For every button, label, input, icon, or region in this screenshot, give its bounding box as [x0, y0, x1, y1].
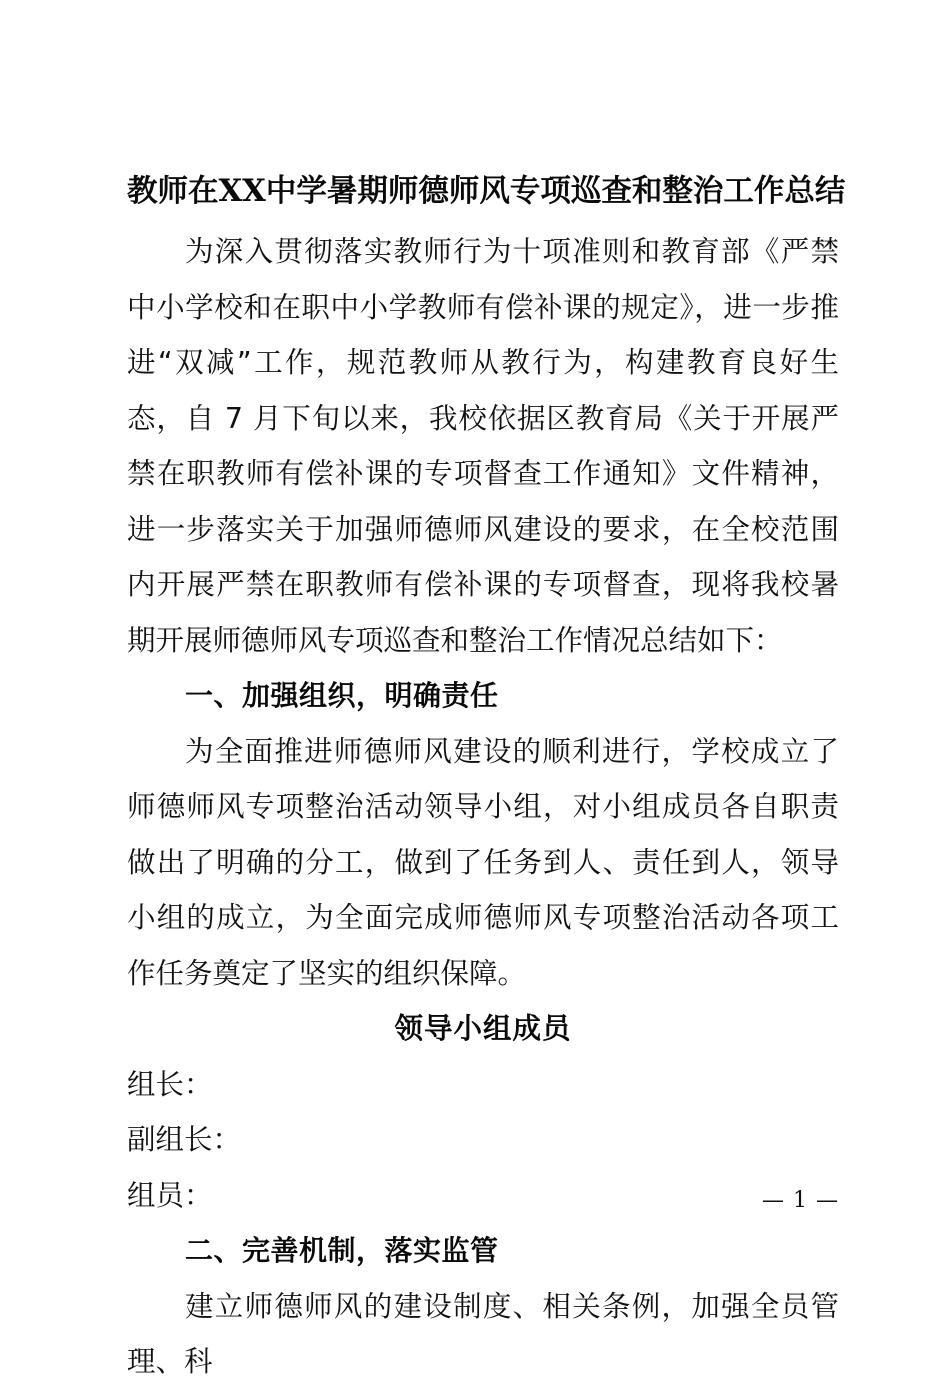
section-heading-one: 一、加强组织，明确责任: [185, 679, 499, 712]
roster-line-leader: 组长：: [127, 1067, 213, 1101]
paragraph-section-one-body: 为全面推进师德师风建设的顺利进行，学校成立了师德师风专项整治活动领导小组，对小组成员各自职责做出了明确的分工，做到了任务到人、责任到人，领导小组的成立，为全面完成师德师风专项整治活动各项工作任务奠定了坚实的组织保障。: [127, 734, 839, 990]
section-heading-two: 二、完善机制，落实监管: [185, 1234, 499, 1267]
page-title: 教师在XX中学暑期师德师风专项巡查和整治工作总结: [127, 173, 846, 209]
page-number: — 1 —: [762, 1188, 839, 1213]
roster-line-members: 组员：: [127, 1178, 213, 1212]
subheading-leadership-group: 领导小组成员: [394, 1011, 572, 1045]
paragraph-intro: 为深入贯彻落实教师行为十项准则和教育部《严禁中小学校和在职中小学教师有偿补课的规定》，进一步推进“双减”工作，规范教师从教行为，构建教育良好生态，自 7 月下旬以来，我校依据区教育局《关于开展严禁在职教师有偿补课的专项督查工作通知》文件精神，进一步落实关于加强师德师风建设的要求，在全校范围内开展严禁在职教师有偿补课的专项督查，现将我校暑期开展师德师风专项巡查和整治工作情况总结如下：: [127, 235, 839, 657]
paragraph-section-two-body: 建立师德师风的建设制度、相关条例，加强全员管理、科: [127, 1289, 839, 1378]
roster-line-deputy-leader: 副组长：: [127, 1123, 242, 1156]
